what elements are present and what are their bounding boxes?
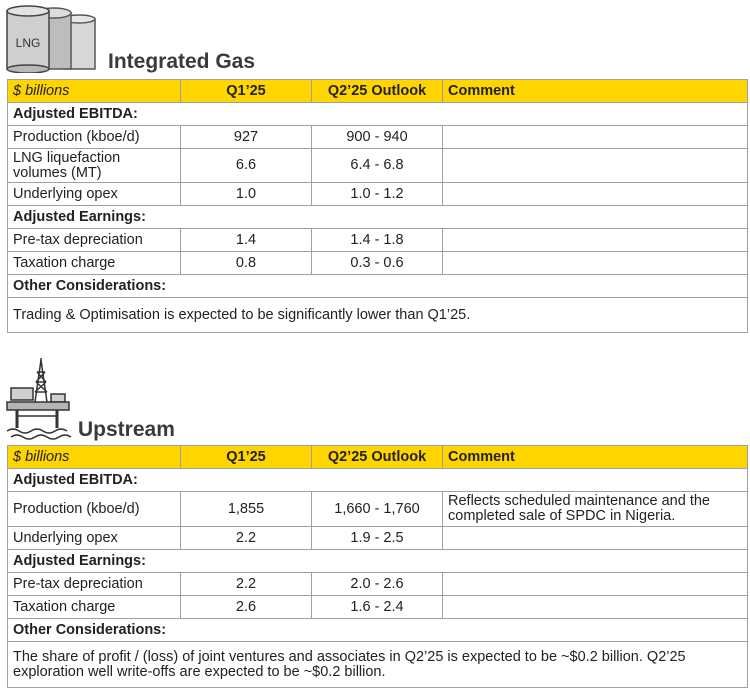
q1-value: 2.2 <box>181 527 312 550</box>
subheader-cell: Adjusted EBITDA: <box>8 469 748 492</box>
comment-cell <box>443 229 748 252</box>
section-title: Upstream <box>78 418 175 441</box>
q1-header: Q1’25 <box>181 80 312 103</box>
row-label: Underlying opex <box>8 183 181 206</box>
q1-value: 2.2 <box>181 573 312 596</box>
integrated-gas-table <box>7 79 748 333</box>
comment-header: Comment <box>443 446 748 469</box>
table-row <box>8 206 748 229</box>
row-label: Taxation charge <box>8 596 181 619</box>
table-row <box>8 103 748 126</box>
subheader-cell: Adjusted EBITDA: <box>8 103 748 126</box>
considerations-text: The share of profit / (loss) of joint ventures and associates in Q2’25 is expected to be ~$0.2 billion. Q2’25 exploration well write-offs are expected to be ~$0.2 billion. <box>8 642 748 688</box>
comment-cell <box>443 527 748 550</box>
comment-cell <box>443 573 748 596</box>
table-row <box>8 550 748 573</box>
subheader-cell: Adjusted Earnings: <box>8 206 748 229</box>
q1-value: 2.6 <box>181 596 312 619</box>
table-row <box>8 183 748 206</box>
oil-platform-icon <box>5 358 73 445</box>
table-row <box>8 298 748 333</box>
upstream-table <box>7 445 748 688</box>
comment-cell <box>443 183 748 206</box>
subheader-cell: Adjusted Earnings: <box>8 550 748 573</box>
comment-header: Comment <box>443 80 748 103</box>
comment-cell <box>443 126 748 149</box>
comment-cell <box>443 596 748 619</box>
q2-outlook-header: Q2’25 Outlook <box>312 446 443 469</box>
table-row <box>8 573 748 596</box>
comment-cell: Reflects scheduled maintenance and the completed sale of SPDC in Nigeria. <box>443 492 748 527</box>
row-label: Production (kboe/d) <box>8 492 181 527</box>
q1-value: 0.8 <box>181 252 312 275</box>
considerations-text: Trading & Optimisation is expected to be significantly lower than Q1’25. <box>8 298 748 333</box>
table-row <box>8 275 748 298</box>
table-row <box>8 619 748 642</box>
table-row <box>8 229 748 252</box>
q1-value: 927 <box>181 126 312 149</box>
q1-header: Q1’25 <box>181 446 312 469</box>
lng-tanks-icon <box>5 5 97 78</box>
table-header-row <box>8 446 748 469</box>
comment-cell <box>443 149 748 183</box>
q1-value: 6.6 <box>181 149 312 183</box>
table-row <box>8 252 748 275</box>
table-row <box>8 469 748 492</box>
table-row <box>8 126 748 149</box>
table-row <box>8 527 748 550</box>
q2-value: 900 - 940 <box>312 126 443 149</box>
q2-value: 1.6 - 2.4 <box>312 596 443 619</box>
upstream-section <box>0 352 750 693</box>
section-title: Integrated Gas <box>108 50 256 73</box>
unit-header: $ billions <box>8 446 181 469</box>
q2-value: 1.4 - 1.8 <box>312 229 443 252</box>
q2-value: 0.3 - 0.6 <box>312 252 443 275</box>
table-header-row <box>8 80 748 103</box>
row-label: Production (kboe/d) <box>8 126 181 149</box>
table-row <box>8 149 748 183</box>
row-label: Pre-tax depreciation <box>8 229 181 252</box>
unit-header: $ billions <box>8 80 181 103</box>
row-label: Taxation charge <box>8 252 181 275</box>
q2-outlook-header: Q2’25 Outlook <box>312 80 443 103</box>
table-row <box>8 642 748 688</box>
table-row <box>8 596 748 619</box>
lng-label: LNG <box>15 36 41 50</box>
subheader-cell: Other Considerations: <box>8 619 748 642</box>
q2-value: 1.9 - 2.5 <box>312 527 443 550</box>
q2-value: 2.0 - 2.6 <box>312 573 443 596</box>
q2-value: 6.4 - 6.8 <box>312 149 443 183</box>
row-label: Pre-tax depreciation <box>8 573 181 596</box>
q2-value: 1,660 - 1,760 <box>312 492 443 527</box>
q1-value: 1,855 <box>181 492 312 527</box>
subheader-cell: Other Considerations: <box>8 275 748 298</box>
row-label: Underlying opex <box>8 527 181 550</box>
q2-value: 1.0 - 1.2 <box>312 183 443 206</box>
comment-cell <box>443 252 748 275</box>
integrated-gas-section <box>0 0 750 340</box>
row-label: LNG liquefaction volumes (MT) <box>8 149 181 183</box>
q1-value: 1.0 <box>181 183 312 206</box>
table-row <box>8 492 748 527</box>
q1-value: 1.4 <box>181 229 312 252</box>
